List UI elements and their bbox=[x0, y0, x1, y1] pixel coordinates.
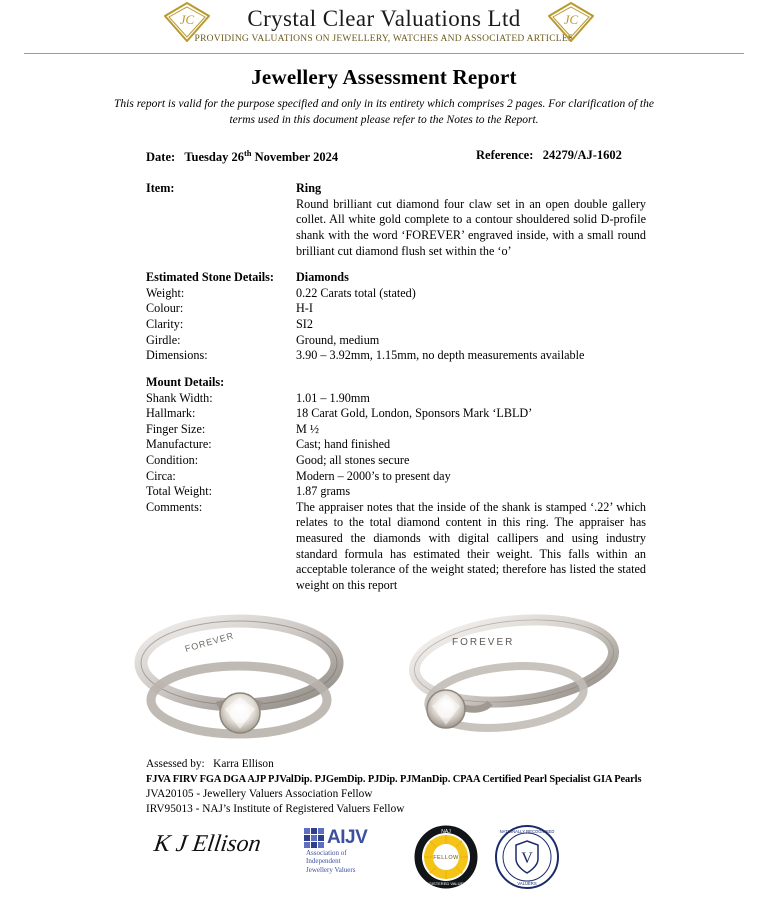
field-label: Dimensions: bbox=[146, 348, 208, 363]
brand-block bbox=[24, 4, 744, 44]
date-value: Tuesday 26 bbox=[184, 150, 244, 165]
reference-label: Reference: bbox=[476, 148, 534, 163]
field-label: Manufacture: bbox=[146, 437, 212, 452]
table-row bbox=[146, 286, 744, 302]
ring-photograph-left bbox=[124, 605, 354, 750]
field-label: Condition: bbox=[146, 452, 199, 467]
membership-line-1: JVA20105 - Jewellery Valuers Association Fellow bbox=[146, 787, 373, 800]
field-label: Girdle: bbox=[146, 332, 181, 347]
field-label: Clarity: bbox=[146, 317, 184, 332]
field-value: Good; all stones secure bbox=[296, 452, 410, 467]
date-value-rest: November 2024 bbox=[251, 150, 339, 165]
stone-details-value: Diamonds bbox=[296, 270, 349, 285]
table-row bbox=[146, 333, 744, 349]
field-label: Finger Size: bbox=[146, 421, 206, 436]
photographs bbox=[24, 605, 744, 753]
svg-text:JC: JC bbox=[563, 12, 579, 27]
item-description-row bbox=[146, 197, 744, 259]
field-label: Colour: bbox=[146, 301, 184, 316]
field-label: Hallmark: bbox=[146, 406, 196, 421]
page-title: Jewellery Assessment Report bbox=[251, 65, 517, 89]
stone-details-label: Estimated Stone Details: bbox=[146, 270, 274, 285]
table-row bbox=[146, 348, 744, 364]
table-row bbox=[146, 453, 744, 469]
field-label: Shank Width: bbox=[146, 390, 213, 405]
svg-text:NAJ: NAJ bbox=[441, 829, 451, 836]
mount-details-label: Mount Details: bbox=[146, 374, 225, 389]
svg-text:V: V bbox=[521, 850, 533, 868]
naj-seal-icon bbox=[414, 825, 478, 894]
svg-text:FOREVER: FOREVER bbox=[452, 637, 515, 649]
reference-value: 24279/AJ-1602 bbox=[542, 148, 622, 163]
field-value: 1.01 – 1.90mm bbox=[296, 390, 370, 405]
registered-valuers-seal-icon bbox=[494, 825, 560, 894]
date-field bbox=[146, 148, 476, 165]
svg-text:JC: JC bbox=[179, 12, 195, 27]
table-row bbox=[146, 317, 744, 333]
aijv-title: AIJV bbox=[327, 827, 368, 849]
item-label: Item: bbox=[146, 181, 175, 196]
table-row bbox=[146, 301, 744, 317]
field-value: 18 Carat Gold, London, Sponsors Mark ‘LBLD’ bbox=[296, 406, 533, 421]
field-value: 0.22 Carats total (stated) bbox=[296, 285, 416, 300]
signature: K J Ellison bbox=[152, 831, 263, 858]
stone-details-heading-row bbox=[146, 270, 744, 286]
field-value: Modern – 2000’s to present day bbox=[296, 468, 451, 483]
comments-label: Comments: bbox=[146, 499, 203, 514]
ring-photograph-right bbox=[394, 605, 624, 750]
aijv-logo-icon bbox=[304, 827, 367, 874]
assessor-credentials: FJVA FIRV FGA DGA AJP PJValDip. PJGemDip. PJDip. PJManDip. CPAA Certified Pearl Specialist GIA Pearls bbox=[146, 773, 642, 785]
field-value: 3.90 – 3.92mm, 1.15mm, no depth measurements available bbox=[296, 348, 585, 363]
assessed-by-row bbox=[146, 757, 744, 772]
svg-text:FELLOW: FELLOW bbox=[433, 855, 459, 862]
report-fields bbox=[24, 181, 744, 593]
svg-text:REGISTERED VALUERS: REGISTERED VALUERS bbox=[423, 881, 469, 887]
svg-text:NATIONALLY RECOGNISED: NATIONALLY RECOGNISED bbox=[499, 829, 555, 835]
date-label: Date: bbox=[146, 150, 176, 165]
svg-text:FOREVER: FOREVER bbox=[183, 630, 236, 655]
item-description: Round brilliant cut diamond four claw set in an open double gallery collet. All white gold complete to a contour shouldered solid D-profile shank with the word ‘FOREVER’ engraved inside, with a small round brilliant cut diamond flush set within the ‘o’ bbox=[296, 196, 646, 258]
field-value: H-I bbox=[296, 301, 313, 316]
field-value: Cast; hand finished bbox=[296, 437, 391, 452]
mount-details-heading-row bbox=[146, 375, 744, 391]
table-row bbox=[146, 406, 744, 422]
aijv-line-2: Independent bbox=[306, 857, 341, 866]
table-row bbox=[146, 484, 744, 500]
item-row bbox=[146, 181, 744, 197]
assessed-by-label: Assessed by: bbox=[146, 758, 205, 771]
table-row bbox=[146, 422, 744, 438]
item-value: Ring bbox=[296, 181, 322, 196]
table-row bbox=[146, 391, 744, 407]
crystal-clear-diamond-logo-icon bbox=[548, 2, 594, 42]
company-tagline: PROVIDING VALUATIONS ON JEWELLERY, WATCHES AND ASSOCIATED ARTICLES bbox=[194, 34, 574, 45]
comments-value: The appraiser notes that the inside of the shank is stamped ‘.22’ which relates to the total diamond content in this ring. The appraiser has measured the diamonds with digital callipers and using industry standard formula has estimated their weight. This falls within an acceptable tolerance of the weight stated; therefore has listed the stated weight on this report bbox=[296, 499, 646, 592]
aijv-line-1: Association of bbox=[306, 849, 347, 858]
table-row bbox=[146, 437, 744, 453]
field-label: Total Weight: bbox=[146, 484, 212, 499]
table-row bbox=[146, 469, 744, 485]
header-divider bbox=[24, 53, 744, 54]
company-name: Crystal Clear Valuations Ltd bbox=[247, 6, 521, 31]
date-ordinal-suffix: th bbox=[243, 148, 252, 159]
comments-row bbox=[146, 500, 744, 594]
field-value: Ground, medium bbox=[296, 332, 380, 347]
membership-line-2: IRV95013 - NAJ’s Institute of Registered Valuers Fellow bbox=[146, 802, 405, 815]
field-value: M ½ bbox=[296, 421, 320, 436]
reference-field bbox=[476, 148, 622, 165]
field-label: Circa: bbox=[146, 468, 176, 483]
validity-statement: This report is valid for the purpose specified and only in its entirety which comprises 2 pages. For clarification of the terms used in this document please refer to the Notes to the Report. bbox=[114, 98, 654, 126]
field-value: SI2 bbox=[296, 317, 313, 332]
footer-block bbox=[24, 757, 744, 817]
aijv-squares-icon bbox=[304, 828, 324, 848]
svg-text:VALUERS: VALUERS bbox=[517, 881, 537, 887]
footer-badges bbox=[24, 825, 744, 899]
meta-row bbox=[24, 148, 744, 165]
field-value: 1.87 grams bbox=[296, 484, 351, 499]
assessor-name: Karra Ellison bbox=[213, 758, 274, 771]
document-header bbox=[24, 0, 744, 48]
crystal-clear-diamond-logo-icon bbox=[164, 2, 210, 42]
aijv-line-3: Jewellery Valuers bbox=[306, 865, 356, 874]
field-label: Weight: bbox=[146, 285, 185, 300]
